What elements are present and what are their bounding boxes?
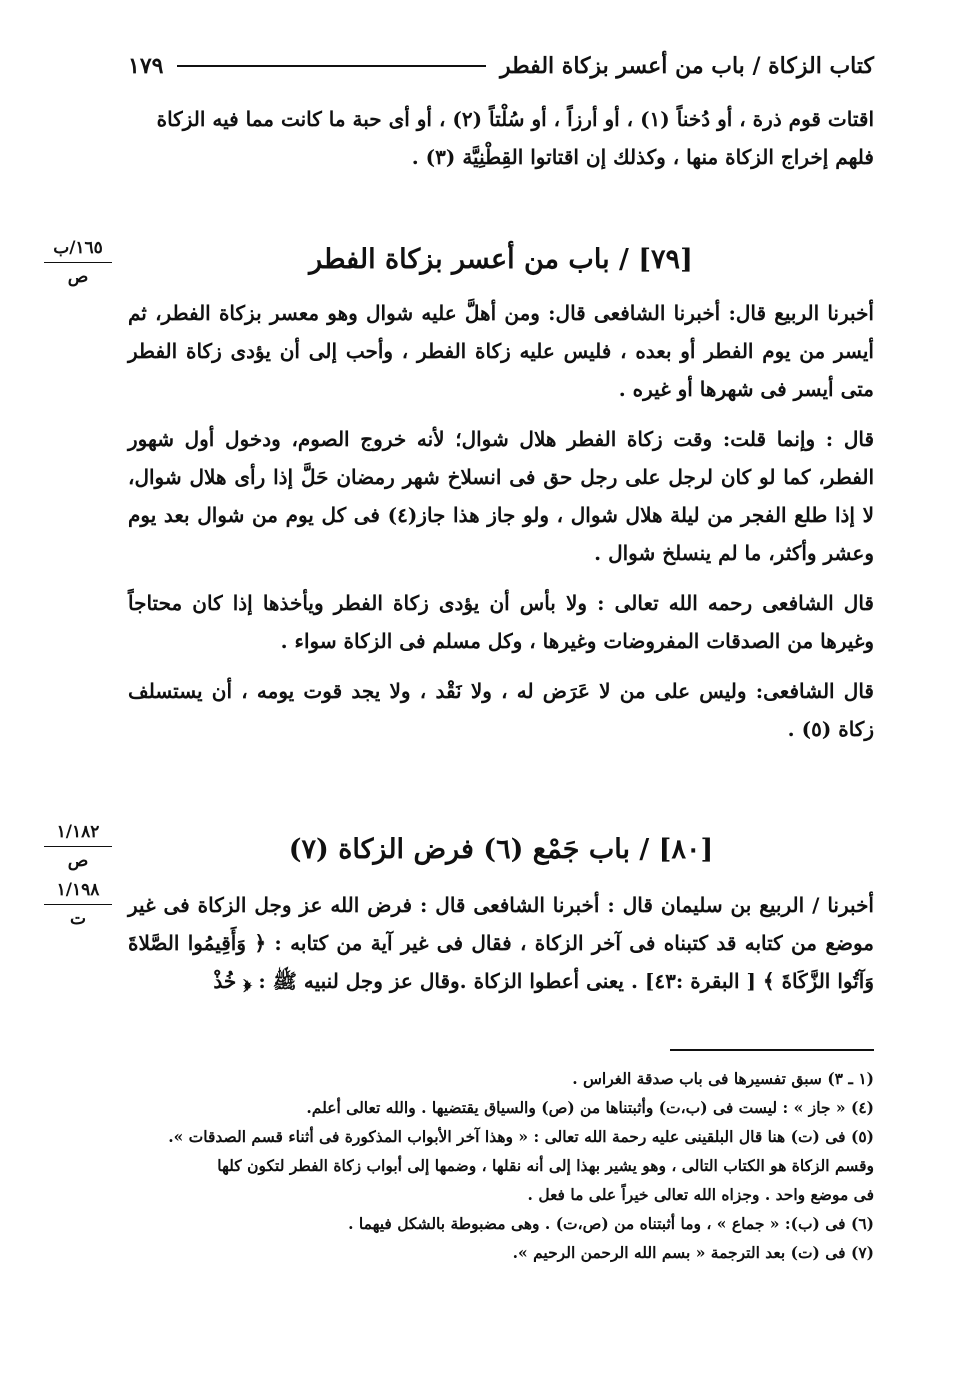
section-80-heading: [128, 834, 874, 865]
margin-ref-198: [38, 880, 118, 929]
section-80-title: باب جَمْع (٦) فرض الزكاة (٧): [288, 834, 631, 865]
section-79-title: باب من أعسر بزكاة الفطر: [309, 244, 610, 275]
intro-line-2: فلهم إخراج الزكاة منها ، وكذلك إن اقتاتوا القِطْنِيَّة (٣) .: [411, 145, 874, 169]
margin-ref-198-top: ١/١٩٨: [56, 880, 100, 900]
margin-ref-198-bottom: ت: [69, 909, 86, 929]
intro-text: [128, 100, 874, 176]
margin-ref-182-bottom: ص: [67, 851, 89, 871]
section-79-para-3-text: رحمه الله تعالى : ولا بأس أن يؤدى زكاة الفطر ويأخذها إذا كان محتاجاً وغيرها من الصدقات المفروضات وغيرها ، وكل مسلم فى الزكاة سواء .: [128, 591, 874, 653]
section-79-body: [128, 294, 874, 748]
footnote-separator: [670, 1049, 874, 1051]
footnote-4: (٤) « جاز » : ليست فى (ب،ت) وأثبتناها من (ص) والسياق يقتضيها . والله تعالى أعلم.: [306, 1098, 874, 1117]
footnote-7: (٧) فى (ت) بعد الترجمة « بسم الله الرحمن الرحيم ».: [512, 1243, 874, 1262]
section-79-number: [٧٩] /: [619, 244, 693, 275]
footnotes: [128, 1064, 874, 1267]
section-79-para-4: [128, 672, 874, 748]
section-79-para-3: [128, 584, 874, 660]
margin-ref-rule: [44, 904, 112, 905]
section-79-para-3-lead: قال الشافعى: [762, 591, 874, 615]
footnote-5-cont-2: فى موضع واحد . وجزاه الله تعالى خيراً على ما فعل .: [527, 1185, 874, 1204]
section-80-para-1: أخبرنا / الربيع بن سليمان قال : أخبرنا الشافعى قال : فرض الله عز وجل الزكاة فى غير موضع من كتابه قد كتبناه فى آخر الزكاة ، فقال فى غير آية من كتابه : ﴿ وَأَقِيمُوا الصَّلاةَ وَآتُوا الزَّكَاةَ ﴾ [ البقرة :٤٣] . يعنى أعطوا الزكاة .وقال عز وجل لنبيه ﷺ : ﴿ خُذْ: [128, 893, 874, 993]
footnote-5-cont-1: وقسم الزكاة هو الكتاب التالى ، وهو يشير بهذا إلى أنه نقلها ، وضمها إلى أبواب زكاة الفطر لتكون كلها: [217, 1156, 874, 1175]
margin-ref-165b-bottom: ص: [67, 267, 89, 287]
margin-ref-rule: [44, 846, 112, 847]
margin-ref-182: [38, 822, 118, 871]
section-80-body: [128, 886, 874, 1000]
section-79-para-1: [128, 294, 874, 408]
section-79-heading: [128, 244, 874, 275]
header-rule: [177, 65, 486, 67]
page-header: [128, 46, 874, 86]
margin-ref-rule: [44, 262, 112, 263]
margin-ref-182-top: ١/١٨٢: [56, 822, 100, 842]
section-79-para-1-text: أخبرنا الربيع قال: أخبرنا الشافعى قال: ومن أهلَّ عليه شوال وهو معسر بزكاة الفطر، ثم أيسر من يوم الفطر أو بعده ، فليس عليه زكاة الفطر ، وأحب إلى أن يؤدى زكاة الفطر متى أيسر فى شهرها أو غيره .: [128, 301, 874, 401]
section-80-number: [٨٠] /: [639, 834, 714, 865]
margin-ref-165b: [38, 238, 118, 287]
footnote-5: (٥) فى (ت) هنا قال البلقينى عليه رحمة الله تعالى : « وهذا آخر الأبواب المذكورة فى أثناء قسم الصدقات ».: [168, 1127, 874, 1146]
section-79-para-4-text: : وليس على من لا عَرَض له ، ولا نَقْد ، ولا يجد قوت يومه ، أن يستسلف زكاة (٥) .: [128, 679, 874, 741]
section-79-para-2-lead: قال: [843, 427, 874, 451]
page-number: ١٧٩: [128, 53, 164, 79]
section-79-para-2: [128, 420, 874, 572]
footnote-1-3: (١ ـ ٣) سبق تفسيرها فى باب صدقة الغراس .: [572, 1069, 874, 1088]
section-79-para-2-text: : وإنما قلت: وقت زكاة الفطر هلال شوال؛ لأنه خروج الصوم، ودخول أول شهور الفطر، كما لو كان لرجل على رجل حق فى انسلاخ شهر رمضان حَلَّ إذا رأى هلال شوال، لا إذا طلع الفجر من ليلة هلال شوال ، ولو جاز هذا جاز(٤) فى كل يوم من شوال بعد يوم وعشر وأكثر، ما لم ينسلخ شوال .: [128, 427, 874, 565]
intro-line-1: اقتات قوم ذرة ، أو دُخناً (١) ، أو أرزاً ، أو سُلْتاً (٢) ، أو أى حبة ما كانت مما فيه الزكاة: [156, 107, 874, 131]
section-79-para-4-lead: قال الشافعى: [763, 679, 874, 703]
footnote-6: (٦) فى (ب): « جماع » ، وما أثبتناه من (ص،ت) . وهى مضبوطة بالشكل فيهما .: [348, 1214, 874, 1233]
margin-ref-165b-top: ١٦٥/ب: [53, 238, 103, 258]
running-title: كتاب الزكاة / باب من أعسر بزكاة الفطر: [500, 53, 874, 79]
